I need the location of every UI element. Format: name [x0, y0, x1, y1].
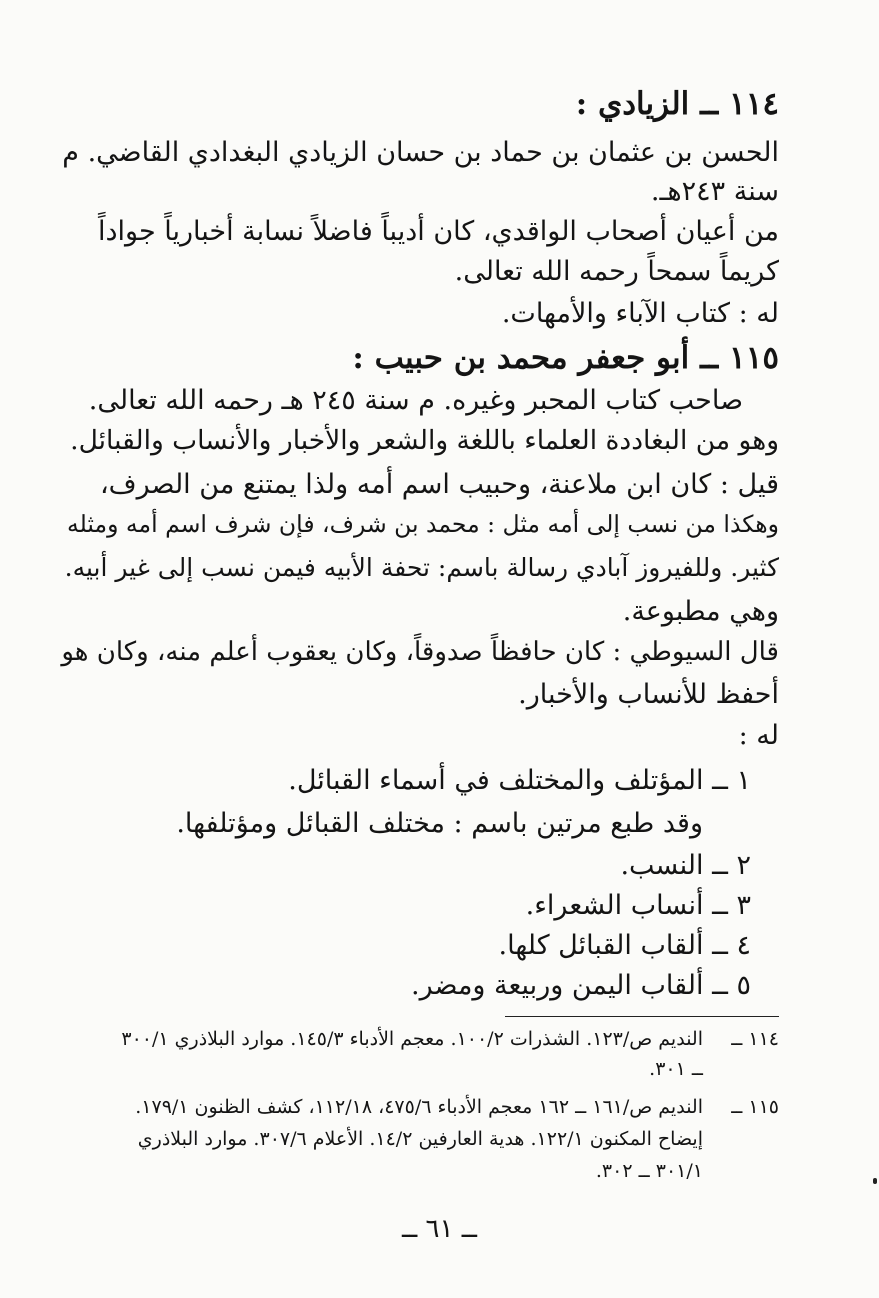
entry-heading: ١١٤ ــ الزيادي : — [575, 86, 779, 122]
footnote-line: ــ ٣٠١. — [649, 1058, 703, 1080]
footnote-line: ٣٠١/١ ــ ٣٠٢. — [595, 1160, 703, 1182]
entry-text-line: وهو من البغاددة العلماء باللغة والشعر والأخبار والأنساب والقبائل. — [70, 425, 779, 456]
entry-heading: ١١٥ ــ أبو جعفر محمد بن حبيب : — [352, 340, 779, 376]
entry-text-line: قيل : كان ابن ملاعنة، وحبيب اسم أمه ولذا يمتنع من الصرف، — [99, 469, 779, 500]
footnote-number: ١١٤ ــ — [731, 1028, 779, 1050]
entry-text-line: صاحب كتاب المحبر وغيره. م سنة ٢٤٥ هـ رحمه الله تعالى. — [88, 385, 743, 416]
footnote-separator — [505, 1016, 779, 1017]
footnote-number: ١١٥ ــ — [731, 1096, 779, 1118]
works-list-item: ٥ ــ ألقاب اليمن وربيعة ومضر. — [411, 970, 751, 1001]
entry-text-line: كريماً سمحاً رحمه الله تعالى. — [454, 256, 779, 287]
footnote-line: النديم ص/١٦١ ــ ١٦٢ معجم الأدباء ٤٧٥/٦، ١١٢/١٨، كشف الظنون ١٧٩/١. — [135, 1096, 703, 1118]
works-list-item: ٣ ــ أنساب الشعراء. — [525, 890, 751, 921]
page-number: ــ ٦١ ــ — [402, 1214, 477, 1244]
entry-text-line: سنة ٢٤٣هـ. — [650, 176, 779, 207]
entry-text-line: من أعيان أصحاب الواقدي، كان أديباً فاضلاً نسابة أخبارياً جواداً — [98, 216, 779, 247]
entry-text-line: وهكذا من نسب إلى أمه مثل : محمد بن شرف، فإن شرف اسم أمه ومثله — [67, 510, 779, 538]
entry-text-line: له : — [738, 720, 779, 751]
entry-text-line: الحسن بن عثمان بن حماد بن حسان الزيادي البغدادي القاضي. م — [62, 137, 779, 168]
footnote-line: إيضاح المكنون ١٢٢/١. هدية العارفين ١٤/٢. الأعلام ٣٠٧/٦. موارد البلاذري — [137, 1128, 703, 1150]
works-list-item: ٤ ــ ألقاب القبائل كلها. — [498, 930, 751, 961]
works-list-note: وقد طبع مرتين باسم : مختلف القبائل ومؤتلفها. — [176, 808, 703, 839]
entry-text-line: وهي مطبوعة. — [622, 596, 779, 627]
scan-speck — [873, 1178, 877, 1184]
entry-text-line: كثير. وللفيروز آبادي رسالة باسم: تحفة الأبيه فيمن نسب إلى غير أبيه. — [64, 553, 779, 582]
works-list-item: ٢ ــ النسب. — [620, 850, 751, 881]
entry-text-line: قال السيوطي : كان حافظاً صدوقاً، وكان يعقوب أعلم منه، وكان هو — [61, 637, 779, 667]
entry-text-line: له : كتاب الآباء والأمهات. — [501, 298, 779, 329]
footnote-line: النديم ص/١٢٣. الشذرات ١٠٠/٢. معجم الأدباء ١٤٥/٣. موارد البلاذري ٣٠٠/١ — [121, 1028, 703, 1050]
works-list-item: ١ ــ المؤتلف والمختلف في أسماء القبائل. — [288, 765, 751, 796]
entry-text-line: أحفظ للأنساب والأخبار. — [518, 679, 779, 710]
